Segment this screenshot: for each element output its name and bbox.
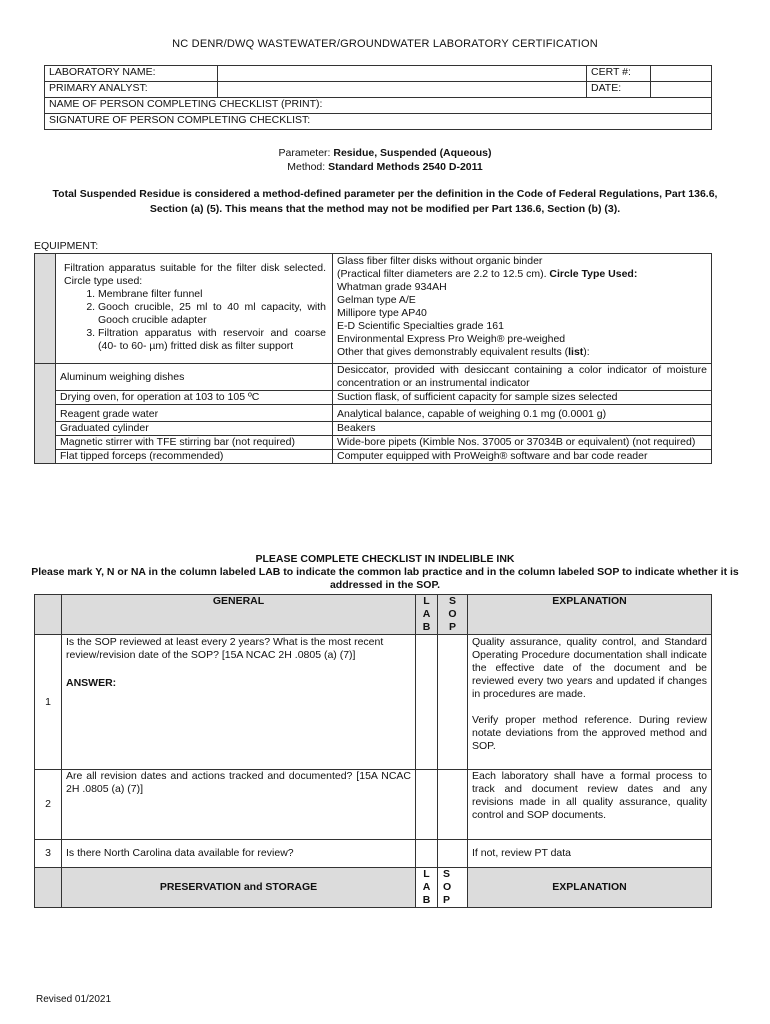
lab-answer-cell[interactable]: [416, 635, 438, 770]
sop-answer-cell[interactable]: [438, 770, 468, 840]
item-question-cell: [62, 635, 416, 770]
filtration-intro: Filtration apparatus suitable for the filter disk selected. Circle type used:: [64, 262, 326, 287]
glass-fiber-line2: [337, 268, 707, 281]
equipment-left-cell: Reagent grade water: [56, 405, 333, 422]
cert-no-field[interactable]: [651, 66, 712, 82]
glass-fiber-line1: Glass fiber filter disks without organic binder: [337, 255, 543, 267]
glass-fiber-cell: [333, 254, 712, 364]
document-title: NC DENR/DWQ WASTEWATER/GROUNDWATER LABORATORY CERTIFICATION: [172, 38, 598, 50]
primary-analyst-field[interactable]: [218, 82, 587, 98]
method-defined-note: Total Suspended Residue is considered a method-defined parameter per the definition in the Code of Federal Regulations, Part 136.6, Section (a) (5). This means that the method may not be modified per Part 136.6, Section (b) (3).: [52, 188, 718, 215]
equipment-right-cell: Desiccator, provided with desiccant containing a color indicator of moisture concentration or an instrumental indicator: [333, 364, 712, 391]
sop-header: [438, 595, 468, 635]
sop-letter: O: [448, 608, 457, 620]
item-explanation-cell: [468, 635, 712, 770]
other-text: Other that gives demonstrably equivalent results (: [337, 346, 569, 358]
checklist-heading: PLEASE COMPLETE CHECKLIST IN INDELIBLE INK: [255, 553, 515, 565]
general-header: GENERAL: [62, 595, 416, 635]
preservation-num-cell: [35, 868, 62, 908]
sop-letter: P: [448, 621, 456, 633]
lab-answer-cell[interactable]: [416, 770, 438, 840]
person-print-label: NAME OF PERSON COMPLETING CHECKLIST (PRINT):: [49, 98, 323, 110]
cert-no-label: CERT #:: [587, 66, 651, 82]
equipment-left-cell: Drying oven, for operation at 103 to 105 ºC: [56, 391, 333, 405]
lab-letter: B: [422, 621, 431, 633]
equipment-left-cell: Magnetic stirrer with TFE stirring bar (not required): [56, 436, 333, 450]
equipment-left-cell: Flat tipped forceps (recommended): [56, 450, 333, 464]
equipment-right-cell: Beakers: [333, 422, 712, 436]
equipment-table: [34, 253, 712, 464]
lab-letter: A: [422, 608, 431, 620]
signature-label: SIGNATURE OF PERSON COMPLETING CHECKLIST:: [49, 114, 311, 126]
item-question: Are all revision dates and actions tracked and documented? [15A NCAC 2H .0805 (a) (7)]: [62, 770, 416, 840]
date-field[interactable]: [651, 82, 712, 98]
sop-header: [438, 868, 468, 908]
checklist-instructions: Please mark Y, N or NA in the column labeled LAB to indicate the common lab practice and in the column labeled SOP to indicate whether it is addressed in the SOP.: [31, 566, 739, 591]
revised-date: Revised 01/2021: [36, 994, 112, 1005]
lab-letter: A: [422, 881, 431, 893]
filter-option[interactable]: Millipore type AP40: [337, 307, 427, 319]
lab-letter: L: [423, 595, 430, 607]
date-label: DATE:: [587, 82, 651, 98]
filter-option[interactable]: Environmental Express Pro Weigh® pre-weighed: [337, 333, 566, 345]
filtration-item[interactable]: 1. Membrane filter funnel: [98, 288, 326, 301]
item-number: 2: [35, 770, 62, 840]
other-close-text: ):: [583, 346, 590, 358]
parameter-block: [0, 146, 770, 174]
filter-option-other[interactable]: [337, 346, 707, 359]
item-question: Is the SOP reviewed at least every 2 years? What is the most recent review/revision date of the SOP? [15A NCAC 2H .0805 (a) (7)]: [66, 636, 384, 661]
item-explanation: If not, review PT data: [468, 840, 712, 868]
item-explanation: Quality assurance, quality control, and Standard Operating Procedure documentation shall indicate the effective date of the document and be reviewed every two years and updated if changes in procedures are made.: [472, 636, 707, 700]
lab-answer-cell[interactable]: [416, 840, 438, 868]
sop-letter: S: [443, 868, 451, 880]
preservation-header: PRESERVATION and STORAGE: [62, 868, 416, 908]
parameter-label: Parameter:: [278, 147, 331, 159]
equipment-right-cell: Analytical balance, capable of weighing 0.1 mg (0.0001 g): [333, 405, 712, 422]
header-table: [44, 65, 712, 130]
equipment-right-cell: Wide-bore pipets (Kimble Nos. 37005 or 37034B or equivalent) (not required): [333, 436, 712, 450]
list-text: list: [568, 346, 584, 358]
sop-answer-cell[interactable]: [438, 635, 468, 770]
filtration-item[interactable]: 2. Gooch crucible, 25 ml to 40 ml capacity, with Gooch crucible adapter: [98, 301, 326, 327]
filter-option[interactable]: Gelman type A/E: [337, 294, 416, 306]
method-value: Standard Methods 2540 D-2011: [328, 161, 483, 173]
lab-letter: B: [422, 894, 431, 906]
lab-header: [416, 595, 438, 635]
lab-header: [416, 868, 438, 908]
filtration-item[interactable]: 3. Filtration apparatus with reservoir and coarse (40- to 60- µm) fritted disk as filter support: [98, 327, 326, 353]
equipment-label: EQUIPMENT:: [34, 240, 99, 252]
sop-letter: O: [443, 881, 452, 893]
equipment-check-cell[interactable]: [35, 364, 56, 464]
sop-letter: S: [448, 595, 456, 607]
item-question: Is there North Carolina data available for review?: [62, 840, 416, 868]
lab-letter: L: [423, 868, 430, 880]
filter-option[interactable]: E-D Scientific Specialties grade 161: [337, 320, 504, 332]
equipment-left-cell: Aluminum weighing dishes: [56, 364, 333, 391]
glass-fiber-diameter-note: (Practical filter diameters are 2.2 to 12.5 cm).: [337, 268, 547, 280]
item-number: 1: [35, 635, 62, 770]
item-explanation-extra: Verify proper method reference. During review notate deviations from the approved method and SOP.: [472, 714, 707, 752]
method-label: Method:: [287, 161, 326, 173]
item-explanation: Each laboratory shall have a formal process to track and document review dates and any revisions made in all quality assurance, quality control and SOP documents.: [468, 770, 712, 840]
lab-name-label: LABORATORY NAME:: [45, 66, 218, 82]
filtration-apparatus-cell: [56, 254, 333, 364]
equipment-left-cell: Graduated cylinder: [56, 422, 333, 436]
checklist-instructions-block: [30, 553, 740, 592]
equipment-right-cell: Computer equipped with ProWeigh® software and bar code reader: [333, 450, 712, 464]
person-print-row[interactable]: [45, 98, 712, 114]
lab-name-field[interactable]: [218, 66, 587, 82]
equipment-right-cell: Suction flask, of sufficient capacity for sample sizes selected: [333, 391, 712, 405]
answer-label[interactable]: ANSWER:: [66, 677, 117, 689]
explanation-header: EXPLANATION: [468, 595, 712, 635]
parameter-value: Residue, Suspended (Aqueous): [333, 147, 492, 159]
filtration-list: [64, 288, 326, 353]
filter-option[interactable]: Whatman grade 934AH: [337, 281, 447, 293]
checklist-table: [34, 594, 712, 908]
equipment-check-cell[interactable]: [35, 254, 56, 364]
primary-analyst-label: PRIMARY ANALYST:: [45, 82, 218, 98]
sop-letter: P: [443, 894, 451, 906]
signature-row[interactable]: [45, 114, 712, 130]
sop-answer-cell[interactable]: [438, 840, 468, 868]
circle-type-label: Circle Type Used:: [549, 268, 638, 280]
item-number: 3: [35, 840, 62, 868]
header-num-cell: [35, 595, 62, 635]
explanation-header: EXPLANATION: [468, 868, 712, 908]
